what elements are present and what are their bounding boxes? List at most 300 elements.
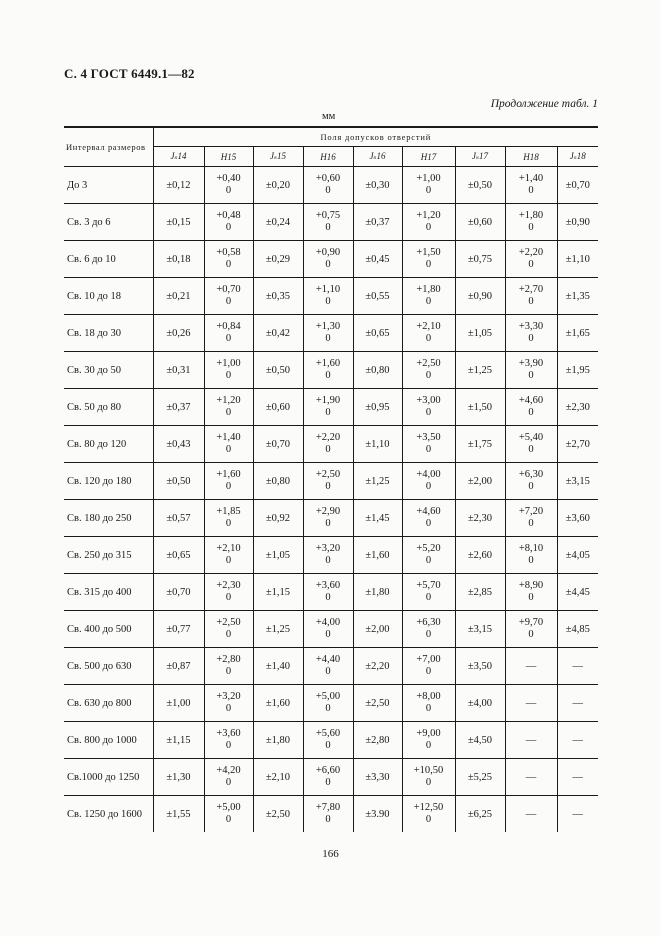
tolerance-cell: ±0,70 [557,167,598,204]
column-header: Jₛ15 [253,147,303,167]
lower-deviation: 0 [225,814,232,825]
tolerance-cell: ±2,30 [557,389,598,426]
tolerance-value [216,469,240,493]
table-row [64,722,598,759]
tolerance-cell [204,426,253,463]
tolerance-value [519,247,543,271]
tolerance-value [416,247,440,271]
tolerance-cell [303,241,353,278]
tolerance-value [216,506,240,530]
upper-deviation: +0,70 [216,284,241,295]
upper-deviation: +1,00 [416,173,441,184]
page-number: 166 [322,848,339,860]
tolerance-cell [505,426,557,463]
upper-deviation: +2,50 [416,358,441,369]
tolerance-cell: ±0,42 [253,315,303,352]
tolerance-value [519,469,543,493]
tolerance-cell: ±2,60 [455,537,505,574]
tolerance-value [216,802,240,826]
tolerance-cell [402,278,455,315]
tolerance-cell [204,722,253,759]
tolerance-cell [402,500,455,537]
upper-deviation: +1,30 [315,321,341,332]
tolerance-cell [204,759,253,796]
lower-deviation: 0 [325,407,331,418]
tolerance-cell [303,759,353,796]
tolerance-cell: ±0,55 [353,278,402,315]
tolerance-cell [204,352,253,389]
table-row [64,389,598,426]
tolerance-value [519,395,543,419]
tolerance-cell: ±0,21 [153,278,204,315]
lower-deviation: 0 [425,592,432,603]
tolerance-value [216,728,240,752]
tolerance-cell: ±1,65 [557,315,598,352]
column-header: Jₛ17 [455,147,505,167]
upper-deviation: +10,50 [413,765,444,776]
column-header: Jₛ16 [353,147,402,167]
upper-deviation: +0,48 [216,210,241,221]
tolerance-cell: — [505,796,557,833]
tolerance-cell: ±0,65 [153,537,204,574]
tolerance-value [519,432,543,456]
tolerance-cell: ±3,60 [557,500,598,537]
tolerance-cell [303,722,353,759]
lower-deviation: 0 [225,666,232,677]
tolerance-cell: ±0,20 [253,167,303,204]
tolerance-value [416,543,440,567]
upper-deviation: +0,60 [315,173,341,184]
tolerance-cell [505,611,557,648]
tolerance-value [519,173,543,197]
interval-cell: Св. 500 до 630 [64,648,153,685]
table-row [64,463,598,500]
tolerance-cell [303,611,353,648]
tolerance-value [216,395,240,419]
upper-deviation: +1,90 [315,395,341,406]
tolerance-value [316,432,340,456]
tolerance-value [316,395,340,419]
interval-cell: Св. 800 до 1000 [64,722,153,759]
upper-deviation: +1,40 [216,432,241,443]
lower-deviation: 0 [528,592,534,603]
lower-deviation: 0 [325,777,331,788]
upper-deviation: +5,00 [315,691,341,702]
tolerance-value [519,543,543,567]
interval-cell: Св. 180 до 250 [64,500,153,537]
tolerance-cell: ±0,31 [153,352,204,389]
tolerance-value [216,321,240,345]
upper-deviation: +5,40 [518,432,544,443]
upper-deviation: +4,60 [416,506,441,517]
lower-deviation: 0 [225,444,232,455]
tolerance-cell [505,500,557,537]
tolerance-cell: ±1,30 [153,759,204,796]
lower-deviation: 0 [325,740,331,751]
lower-deviation: 0 [225,222,232,233]
tolerance-value [416,321,440,345]
tolerance-value [216,654,240,678]
tolerance-cell: ±1,10 [557,241,598,278]
tolerance-cell: ±0,87 [153,648,204,685]
upper-deviation: +9,00 [416,728,441,739]
tolerance-cell [303,315,353,352]
tolerance-cell: — [557,685,598,722]
tolerance-value [416,432,440,456]
upper-deviation: +2,50 [216,617,241,628]
tolerance-cell [505,241,557,278]
tolerance-cell: ±1,80 [253,722,303,759]
upper-deviation: +4,40 [315,654,341,665]
lower-deviation: 0 [425,777,432,788]
lower-deviation: 0 [225,259,232,270]
tolerance-cell [402,389,455,426]
tolerance-cell: ±0,57 [153,500,204,537]
tolerance-cell [204,648,253,685]
upper-deviation: +2,10 [216,543,241,554]
tolerance-cell [402,204,455,241]
tolerance-cell: ±0,45 [353,241,402,278]
tolerance-value [416,580,440,604]
tolerance-cell: ±0,65 [353,315,402,352]
tolerance-cell: ±4,45 [557,574,598,611]
tolerance-cell [402,685,455,722]
tolerance-cell: ±1,25 [353,463,402,500]
tolerance-cell: ±4,85 [557,611,598,648]
tolerance-value [519,358,543,382]
tolerance-value [216,358,240,382]
upper-deviation: +6,30 [518,469,544,480]
fields-header: Поля допусков отверстий [153,127,598,147]
tolerance-cell [303,426,353,463]
tolerance-value [414,765,444,789]
upper-deviation: +4,60 [518,395,544,406]
tolerance-cell: ±0,80 [253,463,303,500]
tolerance-value [316,321,340,345]
lower-deviation: 0 [225,481,232,492]
tolerance-cell: ±1,05 [455,315,505,352]
tolerance-cell: ±0,70 [253,426,303,463]
column-header: H16 [303,147,353,167]
tolerance-cell: ±0,50 [153,463,204,500]
lower-deviation: 0 [425,333,432,344]
upper-deviation: +0,90 [315,247,341,258]
tolerance-cell: ±1,40 [253,648,303,685]
lower-deviation: 0 [528,629,534,640]
tolerance-cell [204,611,253,648]
tolerance-value [316,654,340,678]
interval-cell: Св.1000 до 1250 [64,759,153,796]
upper-deviation: +9,70 [518,617,544,628]
tolerance-cell: ±6,25 [455,796,505,833]
tolerance-value [416,617,440,641]
tolerance-cell: ±0,80 [353,352,402,389]
upper-deviation: +1,80 [518,210,544,221]
lower-deviation: 0 [528,185,534,196]
column-header: H15 [204,147,253,167]
upper-deviation: +7,80 [315,802,341,813]
tolerance-value [519,617,543,641]
tolerance-cell: ±1,60 [353,537,402,574]
tolerance-cell: ±0,90 [455,278,505,315]
tolerance-cell [402,167,455,204]
interval-cell: Св. 50 до 80 [64,389,153,426]
lower-deviation: 0 [425,444,432,455]
tolerance-cell: ±0,43 [153,426,204,463]
lower-deviation: 0 [325,666,331,677]
upper-deviation: +8,90 [518,580,544,591]
tolerance-cell: ±2,80 [353,722,402,759]
tolerance-cell [303,352,353,389]
tolerance-value [216,580,240,604]
tolerance-value [316,358,340,382]
lower-deviation: 0 [325,518,331,529]
tolerance-value [416,654,440,678]
interval-cell: Св. 80 до 120 [64,426,153,463]
lower-deviation: 0 [225,185,232,196]
lower-deviation: 0 [425,666,432,677]
tolerance-cell [402,722,455,759]
interval-cell: Св. 3 до 6 [64,204,153,241]
tolerance-cell: ±0,30 [353,167,402,204]
tolerance-cell: ±1,15 [253,574,303,611]
tolerance-cell [402,426,455,463]
upper-deviation: +1,80 [416,284,441,295]
tolerance-cell [505,463,557,500]
lower-deviation: 0 [425,629,432,640]
lower-deviation: 0 [325,222,331,233]
interval-cell: Св. 400 до 500 [64,611,153,648]
tolerance-cell: ±2,00 [353,611,402,648]
tolerance-cell: ±3,15 [455,611,505,648]
lower-deviation: 0 [325,592,331,603]
table-continuation-note: Продолжение табл. 1 [490,98,598,110]
tolerance-cell: ±4,50 [455,722,505,759]
table-row [64,611,598,648]
tolerance-cell: ±4,05 [557,537,598,574]
table-row [64,796,598,833]
tolerance-cell: ±0,50 [455,167,505,204]
tolerance-value [316,765,340,789]
lower-deviation: 0 [225,518,232,529]
tolerance-cell [303,685,353,722]
tolerance-value [416,469,440,493]
lower-deviation: 0 [225,777,232,788]
interval-cell: Св. 10 до 18 [64,278,153,315]
tolerance-value [216,543,240,567]
table-row [64,167,598,204]
tolerance-value [216,210,240,234]
lower-deviation: 0 [225,407,232,418]
lower-deviation: 0 [425,555,432,566]
tolerance-cell: — [557,648,598,685]
tolerance-cell: ±0,50 [253,352,303,389]
tolerance-value [416,284,440,308]
lower-deviation: 0 [325,259,331,270]
tolerance-value [216,691,240,715]
lower-deviation: 0 [325,814,331,825]
lower-deviation: 0 [528,444,534,455]
tolerance-cell [303,537,353,574]
lower-deviation: 0 [425,703,432,714]
lower-deviation: 0 [225,370,232,381]
upper-deviation: +1,40 [518,173,544,184]
interval-header: Интервал размеров [64,127,153,167]
lower-deviation: 0 [528,333,534,344]
tolerance-cell [505,315,557,352]
tolerance-cell [402,796,455,833]
lower-deviation: 0 [325,629,331,640]
tolerance-table [64,126,598,832]
tolerance-cell: ±2,85 [455,574,505,611]
tolerance-cell [505,167,557,204]
lower-deviation: 0 [225,740,232,751]
lower-deviation: 0 [325,444,331,455]
lower-deviation: 0 [325,370,331,381]
tolerance-cell [505,537,557,574]
lower-deviation: 0 [225,296,232,307]
upper-deviation: +3,00 [416,395,441,406]
tolerance-cell: ±4,00 [455,685,505,722]
lower-deviation: 0 [225,629,232,640]
lower-deviation: 0 [425,481,432,492]
upper-deviation: +1,60 [315,358,341,369]
tolerance-cell: — [557,722,598,759]
lower-deviation: 0 [425,296,432,307]
upper-deviation: +3,30 [518,321,544,332]
tolerance-cell [303,648,353,685]
lower-deviation: 0 [425,370,432,381]
tolerance-cell: ±0,60 [253,389,303,426]
upper-deviation: +2,20 [315,432,341,443]
lower-deviation: 0 [528,370,534,381]
tolerance-value [416,173,440,197]
tolerance-cell [402,315,455,352]
tolerance-cell [303,463,353,500]
tolerance-value [216,617,240,641]
lower-deviation: 0 [425,518,432,529]
tolerance-cell: ±0,60 [455,204,505,241]
table-row [64,204,598,241]
lower-deviation: 0 [225,592,232,603]
tolerance-cell: ±1,45 [353,500,402,537]
tolerance-value [316,580,340,604]
upper-deviation: +2,90 [315,506,341,517]
tolerance-cell [505,574,557,611]
upper-deviation: +3,60 [315,580,341,591]
tolerance-value [316,802,340,826]
column-header: Jₛ18 [557,147,598,167]
upper-deviation: +1,60 [216,469,241,480]
tolerance-cell: ±0,12 [153,167,204,204]
tolerance-cell: ±1,95 [557,352,598,389]
upper-deviation: +0,58 [216,247,241,258]
interval-cell: До 3 [64,167,153,204]
column-header: Jₛ14 [153,147,204,167]
tolerance-value [316,247,340,271]
tolerance-cell [204,241,253,278]
tolerance-value [519,210,543,234]
tolerance-cell: ±2,50 [253,796,303,833]
upper-deviation: +5,60 [315,728,341,739]
tolerance-value [216,173,240,197]
tolerance-cell: ±1,05 [253,537,303,574]
lower-deviation: 0 [325,296,331,307]
tolerance-cell [402,648,455,685]
upper-deviation: +1,10 [315,284,341,295]
tolerance-cell [505,204,557,241]
lower-deviation: 0 [528,555,534,566]
lower-deviation: 0 [325,703,331,714]
tolerance-cell: ±0,70 [153,574,204,611]
tolerance-value [316,728,340,752]
tolerance-cell: ±1,80 [353,574,402,611]
upper-deviation: +2,10 [416,321,441,332]
lower-deviation: 0 [425,407,432,418]
table-body [64,167,598,833]
tolerance-cell [204,500,253,537]
tolerance-cell: — [505,722,557,759]
table-row [64,278,598,315]
lower-deviation: 0 [425,185,432,196]
tolerance-cell: ±1,60 [253,685,303,722]
interval-cell: Св. 120 до 180 [64,463,153,500]
upper-deviation: +7,20 [518,506,544,517]
table-row [64,352,598,389]
tolerance-value [416,506,440,530]
tolerance-value [519,580,543,604]
tolerance-value [316,210,340,234]
upper-deviation: +3,20 [315,543,341,554]
tolerance-cell [303,500,353,537]
upper-deviation: +5,00 [216,802,241,813]
tolerance-cell [303,167,353,204]
tolerance-value [316,506,340,530]
tolerance-cell: ±0,18 [153,241,204,278]
upper-deviation: +2,30 [216,580,241,591]
tolerance-cell [204,574,253,611]
tolerance-cell [204,389,253,426]
lower-deviation: 0 [425,740,432,751]
table-row [64,315,598,352]
tolerance-cell: ±2,70 [557,426,598,463]
tolerance-cell [402,611,455,648]
tolerance-cell: — [505,648,557,685]
lower-deviation: 0 [325,333,331,344]
interval-cell: Св. 1250 до 1600 [64,796,153,833]
tolerance-cell: ±3.90 [353,796,402,833]
tolerance-value [316,691,340,715]
tolerance-value [416,358,440,382]
tolerance-cell [303,278,353,315]
tolerance-value [519,321,543,345]
tolerance-cell [303,574,353,611]
tolerance-cell: ±0,26 [153,315,204,352]
interval-cell: Св. 630 до 800 [64,685,153,722]
tolerance-cell: ±1,15 [153,722,204,759]
tolerance-cell: ±2,00 [455,463,505,500]
tolerance-cell: — [572,808,583,820]
tolerance-cell [402,241,455,278]
tolerance-cell [505,389,557,426]
upper-deviation: +6,60 [315,765,341,776]
tolerance-cell: ±3,30 [353,759,402,796]
tolerance-cell: ±1,35 [557,278,598,315]
lower-deviation: 0 [528,407,534,418]
upper-deviation: +12,50 [413,802,444,813]
tolerance-cell [204,315,253,352]
tolerance-cell [303,796,353,833]
